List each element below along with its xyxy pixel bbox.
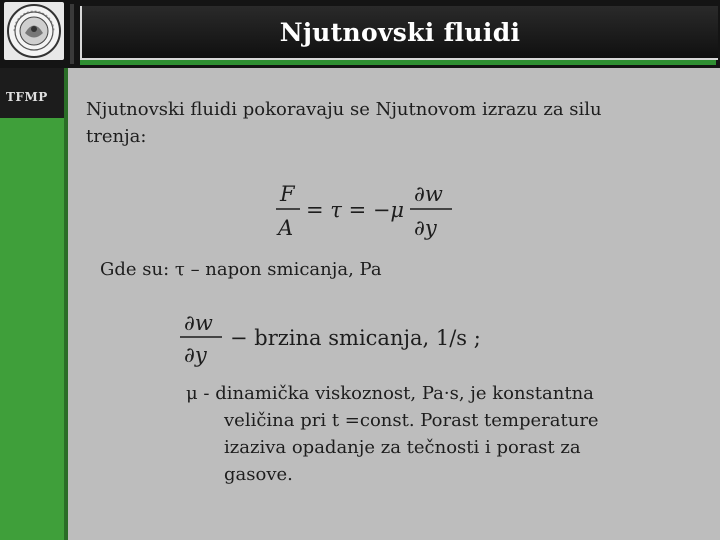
intro-paragraph bbox=[86, 96, 696, 150]
page-title: Njutnovski fluidi bbox=[279, 18, 521, 47]
intro-line-2: trenja: bbox=[86, 126, 147, 147]
mu-line-3: izaziva opadanje za tečnosti i porast za bbox=[224, 437, 581, 458]
title-panel bbox=[80, 6, 718, 60]
formula2-text: − brzina smicanja, 1/s ; bbox=[230, 326, 481, 350]
formula1-num-left: F bbox=[280, 182, 295, 206]
seal-icon bbox=[4, 2, 64, 60]
definition-mu bbox=[186, 380, 706, 488]
formula1-middle: = τ = −μ bbox=[306, 198, 405, 222]
newton-friction-formula bbox=[274, 173, 464, 245]
university-seal-logo bbox=[4, 2, 64, 60]
mu-line-1: μ - dinamička viskoznost, Pa·s, je konstantna bbox=[186, 383, 594, 404]
content-panel bbox=[68, 68, 720, 540]
formula1-den-left: A bbox=[278, 216, 294, 240]
formula2-den: ∂y bbox=[184, 343, 207, 367]
shear-rate-formula bbox=[180, 306, 600, 370]
formula1-num-right: ∂w bbox=[414, 182, 443, 206]
header-divider bbox=[70, 4, 74, 64]
mu-line-2: veličina pri t =const. Porast temperature bbox=[224, 410, 599, 431]
title-underline bbox=[80, 60, 716, 65]
header-bar bbox=[0, 0, 720, 68]
definition-tau: Gde su: τ – napon smicanja, Pa bbox=[100, 259, 382, 280]
tfmp-logo: TFMP bbox=[6, 90, 48, 104]
formula1-den-right: ∂y bbox=[414, 216, 437, 240]
intro-line-1: Njutnovski fluidi pokoravaju se Njutnovom izrazu za silu bbox=[86, 99, 602, 120]
sidebar bbox=[0, 68, 68, 540]
mu-line-4: gasove. bbox=[224, 464, 293, 485]
formula2-num: ∂w bbox=[184, 311, 213, 335]
